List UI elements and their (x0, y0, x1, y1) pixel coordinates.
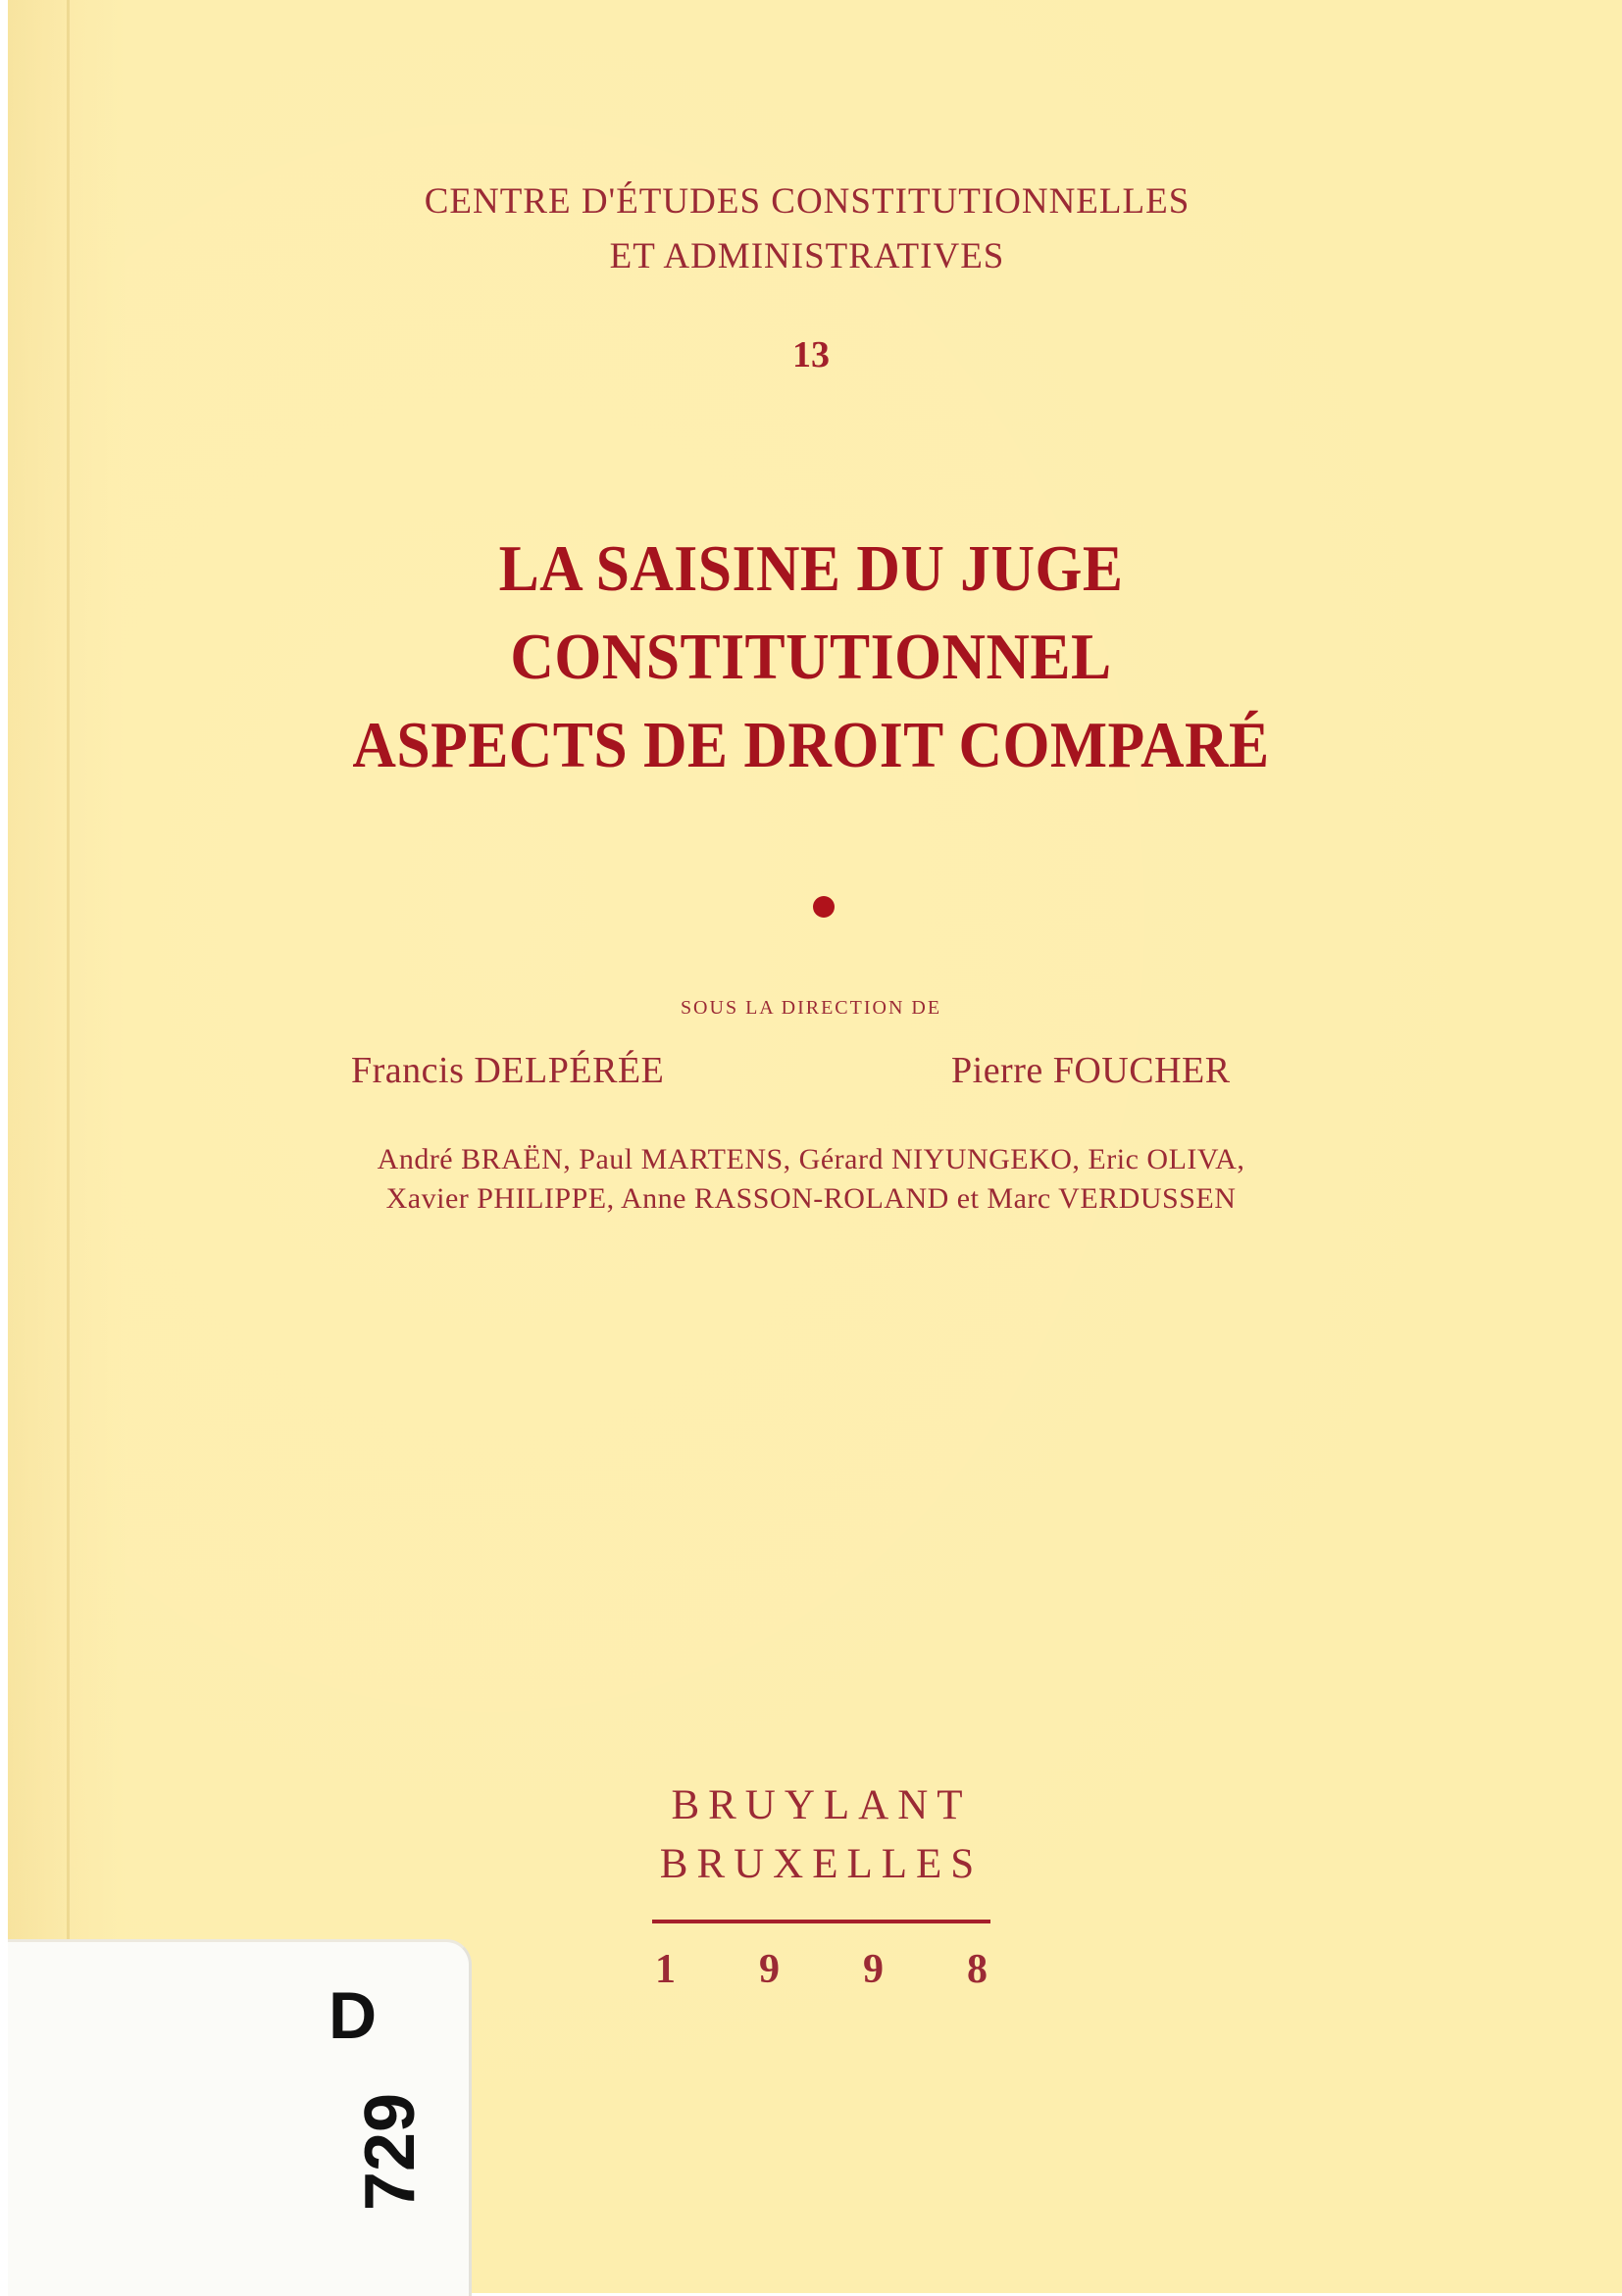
book-title (65, 524, 1557, 789)
direction-label: SOUS LA DIRECTION DE (680, 997, 942, 1019)
contributors (0, 1140, 1622, 1219)
title-line-3: ASPECTS DE DROIT COMPARÉ (352, 709, 1270, 781)
shelf-label-number: 729 (351, 2092, 430, 2212)
title-line-1: LA SAISINE DU JUGE (498, 532, 1124, 605)
publisher-name: BRUYLANT (671, 1782, 972, 1828)
contributors-line-1: André BRAËN, Paul MARTENS, Gérard NIYUNGEKO, Eric OLIVA, (377, 1143, 1245, 1175)
publisher-city: BRUXELLES (659, 1841, 984, 1887)
director-name-2: Pierre FOUCHER (951, 1050, 1231, 1091)
title-line-2: CONSTITUTIONNEL (510, 621, 1112, 693)
series-line-2: ET ADMINISTRATIVES (609, 236, 1005, 276)
director-name-1: Francis DELPÉRÉE (351, 1050, 665, 1091)
shelf-label-letter: D (329, 1978, 378, 2053)
publisher-divider (652, 1920, 990, 1923)
year-digit: 9 (759, 1947, 780, 1992)
publisher-block (647, 1776, 995, 1894)
year-digit: 8 (967, 1947, 988, 1992)
series-name (0, 175, 1618, 284)
series-line-1: CENTRE D'ÉTUDES CONSTITUTIONNELLES (424, 181, 1191, 222)
ornament-bullet (813, 896, 835, 918)
volume-number: 13 (792, 334, 830, 375)
year-digit: 9 (863, 1947, 884, 1992)
contributors-line-2: Xavier PHILIPPE, Anne RASSON-ROLAND et Marc VERDUSSEN (385, 1182, 1237, 1215)
year-digit: 1 (655, 1947, 676, 1992)
publication-year (647, 1946, 995, 1993)
